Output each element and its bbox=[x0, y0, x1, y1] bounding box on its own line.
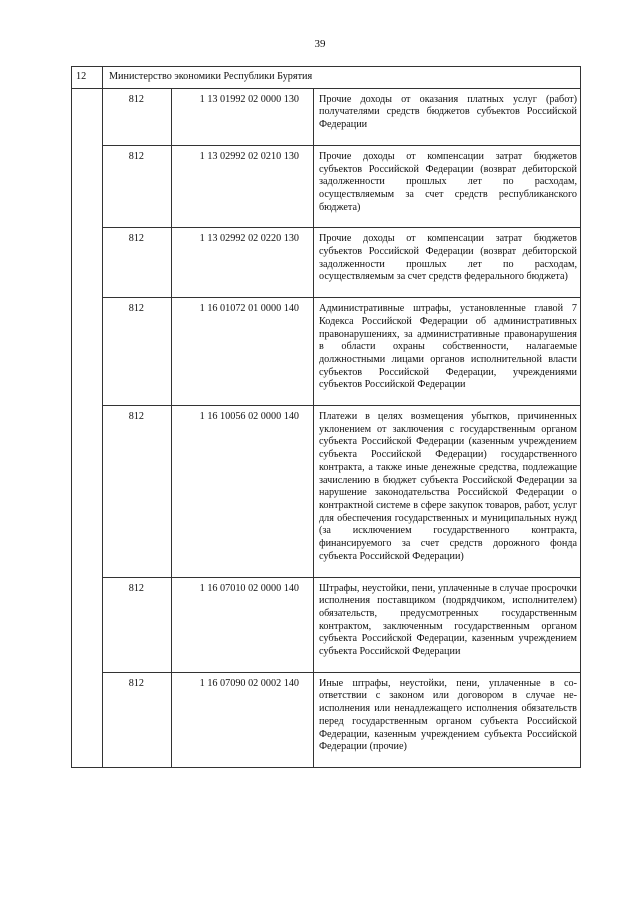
section-number: 12 bbox=[72, 67, 103, 89]
admin-code: 812 bbox=[103, 672, 172, 767]
revenue-description: Штрафы, неустойки, пени, уплаченные в случае просрочки исполнения поставщиком (подрядчиком, исполнителем) обязательств, предусмотренных государственным контрактом, заключенным государственным органом субъекта Российской Федерации, казенным учреждением субъекта Российской Федерации bbox=[314, 577, 581, 672]
table-row bbox=[72, 88, 581, 145]
table-row bbox=[72, 228, 581, 298]
admin-code: 812 bbox=[103, 145, 172, 228]
revenue-description: Иные штрафы, неустойки, пени, уплаченные в соответствии с законом или договором в случае неисполнения или ненадлежащего исполнения обязательств перед государственным органом субъекта Российской Федерации, казенным учреждением субъекта Российской Федерации (прочие) bbox=[314, 672, 581, 767]
revenue-description: Прочие доходы от компенсации затрат бюджетов субъектов Российской Федерации (возврат дебиторской задолженности прошлых лет по расходам, осуществляемым за счет средств федерального бюджета) bbox=[314, 228, 581, 298]
revenue-description: Платежи в целях возмещения убытков, причиненных уклонением от заключения с государственным органом субъекта Российской Федерации (казенным учреждением субъекта Российской Федерации) государственного контракта, а также иные денежные средства, подлежащие зачислению в бюджет субъекта Российской Федерации за нарушение законодательства Российской Федерации о контрактной системе в сфере закупок товаров, работ, услуг для обеспечения государственных и муниципальных нужд (за исключением государственного контракта, финансируемого за счет средств дорожного фонда субъекта Российской Федерации) bbox=[314, 406, 581, 577]
admin-code: 812 bbox=[103, 228, 172, 298]
budget-classification-code: 1 13 02992 02 0220 130 bbox=[172, 228, 314, 298]
budget-classification-code: 1 16 07090 02 0002 140 bbox=[172, 672, 314, 767]
revenue-description: Прочие доходы от компенсации затрат бюджетов субъектов Российской Федерации (возврат дебиторской задолженности прошлых лет по расходам, осуществляемым за счет средств республиканского бюджета) bbox=[314, 145, 581, 228]
admin-code: 812 bbox=[103, 88, 172, 145]
table-row bbox=[72, 406, 581, 577]
budget-classification-code: 1 13 01992 02 0000 130 bbox=[172, 88, 314, 145]
revenue-codes-table bbox=[71, 66, 581, 768]
table-row bbox=[72, 672, 581, 767]
revenue-description: Административные штрафы, установленные главой 7 Кодекса Российской Федерации об административных правонарушениях, за административные правонарушения в области охраны собственности, налагаемые должностными лицами органов исполнительной власти субъектов Российской Федерации, учреждениями субъектов Российской Федерации bbox=[314, 298, 581, 406]
budget-classification-code: 1 13 02992 02 0210 130 bbox=[172, 145, 314, 228]
section-header-row bbox=[72, 67, 581, 89]
table-row bbox=[72, 298, 581, 406]
admin-code: 812 bbox=[103, 577, 172, 672]
admin-code: 812 bbox=[103, 298, 172, 406]
admin-code: 812 bbox=[103, 406, 172, 577]
revenue-description: Прочие доходы от оказания платных услуг (работ) получателями средств бюджетов субъектов Российской Федерации bbox=[314, 88, 581, 145]
page-number: 39 bbox=[314, 38, 326, 50]
section-title: Министерство экономики Республики Бурятия bbox=[103, 67, 581, 89]
budget-classification-code: 1 16 01072 01 0000 140 bbox=[172, 298, 314, 406]
budget-classification-code: 1 16 07010 02 0000 140 bbox=[172, 577, 314, 672]
table-row bbox=[72, 145, 581, 228]
budget-classification-code: 1 16 10056 02 0000 140 bbox=[172, 406, 314, 577]
table-row bbox=[72, 577, 581, 672]
empty-number-cell bbox=[72, 88, 103, 767]
